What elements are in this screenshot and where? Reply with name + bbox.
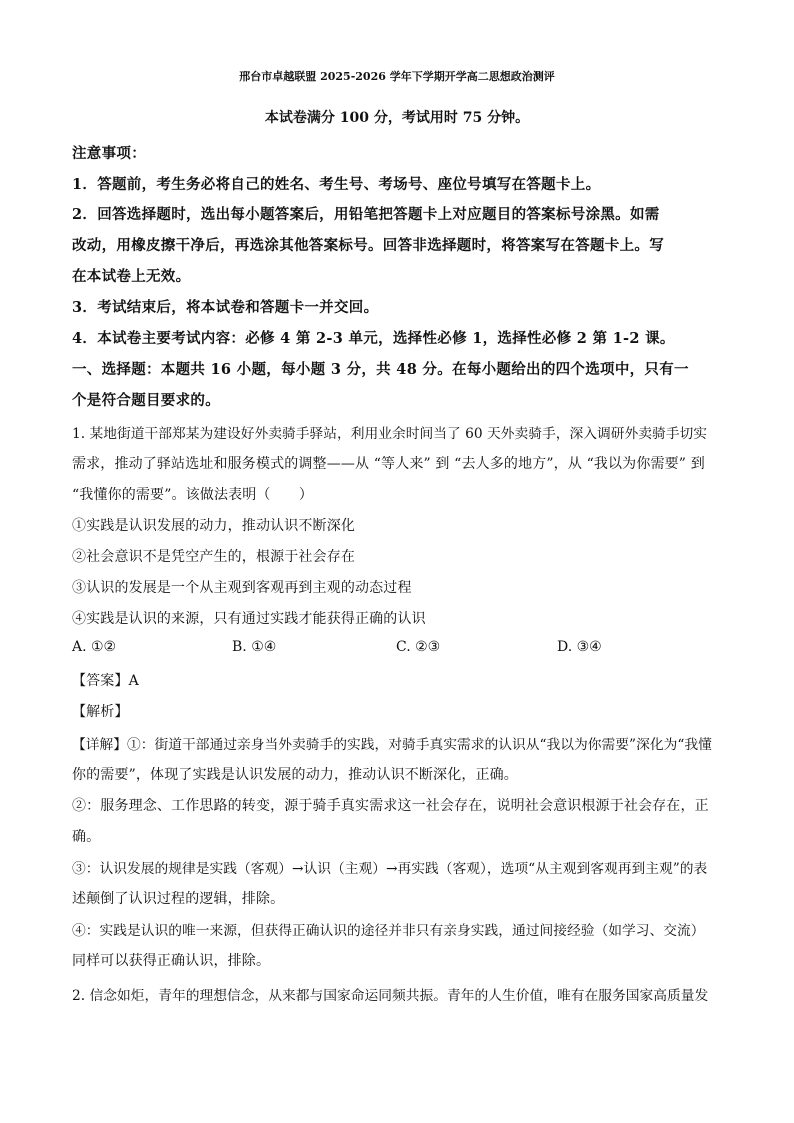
detail-3-line-1: ③：认识发展的规律是实践（客观）→认识（主观）→再实践（客观），选项“从主观到客观再到主观”的表: [72, 861, 708, 877]
detail-4-line-1: ④：实践是认识的唯一来源，但获得正确认识的途径并非只有亲身实践，通过间接经验（如学习、交流）: [72, 923, 705, 939]
exam-title: 邢台市卓越联盟 2025-2026 学年下学期开学高二思想政治测评: [239, 70, 555, 83]
question-1-stem-line-2: 需求，推动了驿站选址和服务模式的调整——从 “等人来” 到 “去人多的地方”，从 “我以为你需要” 到: [72, 456, 705, 472]
question-1-stem-line-3: “我懂你的需要”。该做法表明（ ）: [72, 487, 314, 503]
option-d: D. ③④: [557, 639, 602, 655]
option-c: C. ②③: [396, 639, 441, 655]
answer-line: [72, 670, 722, 690]
detail-3-line-2: 述颠倒了认识过程的逻辑，排除。: [72, 891, 285, 907]
notice-item-1: 1．答题前，考生务必将自己的姓名、考生号、考场号、座位号填写在答题卡上。: [72, 176, 601, 193]
analysis-label: 【解析】: [72, 704, 129, 720]
answer-value: A: [128, 673, 139, 689]
detail-2-line-2: 确。: [72, 829, 101, 845]
detail-1-line-2: 你的需要”，体现了实践是认识发展的动力，推动认识不断深化，正确。: [72, 767, 518, 783]
detail-2-line-1: ②：服务理念、工作思路的转变，源于骑手真实需求这一社会存在，说明社会意识根源于社会存在，正: [72, 798, 709, 814]
question-1-stem-line-1: 1. 某地街道干部郑某为建设好外卖骑手驿站，利用业余时间当了 60 天外卖骑手，深入调研外卖骑手切实: [72, 426, 707, 442]
notice-item-3: 3．考试结束后，将本试卷和答题卡一并交回。: [72, 299, 379, 316]
question-1-statement-4: ④实践是认识的来源，只有通过实践才能获得正确的认识: [72, 611, 426, 627]
notice-item-2-line-2: 改动，用橡皮擦干净后，再选涂其他答案标号。回答非选择题时，将答案写在答题卡上。写: [72, 237, 664, 254]
option-b: B. ①④: [232, 639, 277, 655]
section-heading-line-1: 一、选择题：本题共 16 小题，每小题 3 分，共 48 分。在每小题给出的四个选项中，只有一: [72, 361, 689, 378]
answer-label: 【答案】: [72, 673, 129, 689]
notice-item-2-line-3: 在本试卷上无效。: [72, 268, 191, 285]
detail-1-text: ①：街道干部通过亲身当外卖骑手的实践，对骑手真实需求的认识从“我以为你需要”深化为“我懂: [127, 737, 712, 753]
question-1-statement-3: ③认识的发展是一个从主观到客观再到主观的动态过程: [72, 580, 412, 596]
section-heading-line-2: 个是符合题目要求的。: [72, 392, 220, 409]
question-1-statement-1: ①实践是认识发展的动力，推动认识不断深化: [72, 518, 355, 534]
exam-subtitle: 本试卷满分 100 分，考试用时 75 分钟。: [264, 110, 530, 126]
notice-heading: 注意事项：: [72, 145, 146, 162]
detail-4-line-2: 同样可以获得正确认识，排除。: [72, 953, 271, 969]
notice-item-4: 4．本试卷主要考试内容：必修 4 第 2-3 单元，选择性必修 1，选择性必修 2 第 1-2 课。: [72, 330, 675, 347]
question-1-statement-2: ②社会意识不是凭空产生的，根源于社会存在: [72, 549, 355, 565]
notice-item-2-line-1: 2．回答选择题时，选出每小题答案后，用铅笔把答题卡上对应题目的答案标号涂黑。如需: [72, 206, 660, 223]
detail-1-line-1: [72, 733, 722, 753]
question-2-stem-line-1: 2. 信念如炬，青年的理想信念，从来都与国家命运同频共振。青年的人生价值，唯有在服务国家高质量发: [72, 988, 709, 1004]
option-a: A. ①②: [72, 639, 117, 655]
detail-label: 【详解】: [72, 737, 128, 753]
